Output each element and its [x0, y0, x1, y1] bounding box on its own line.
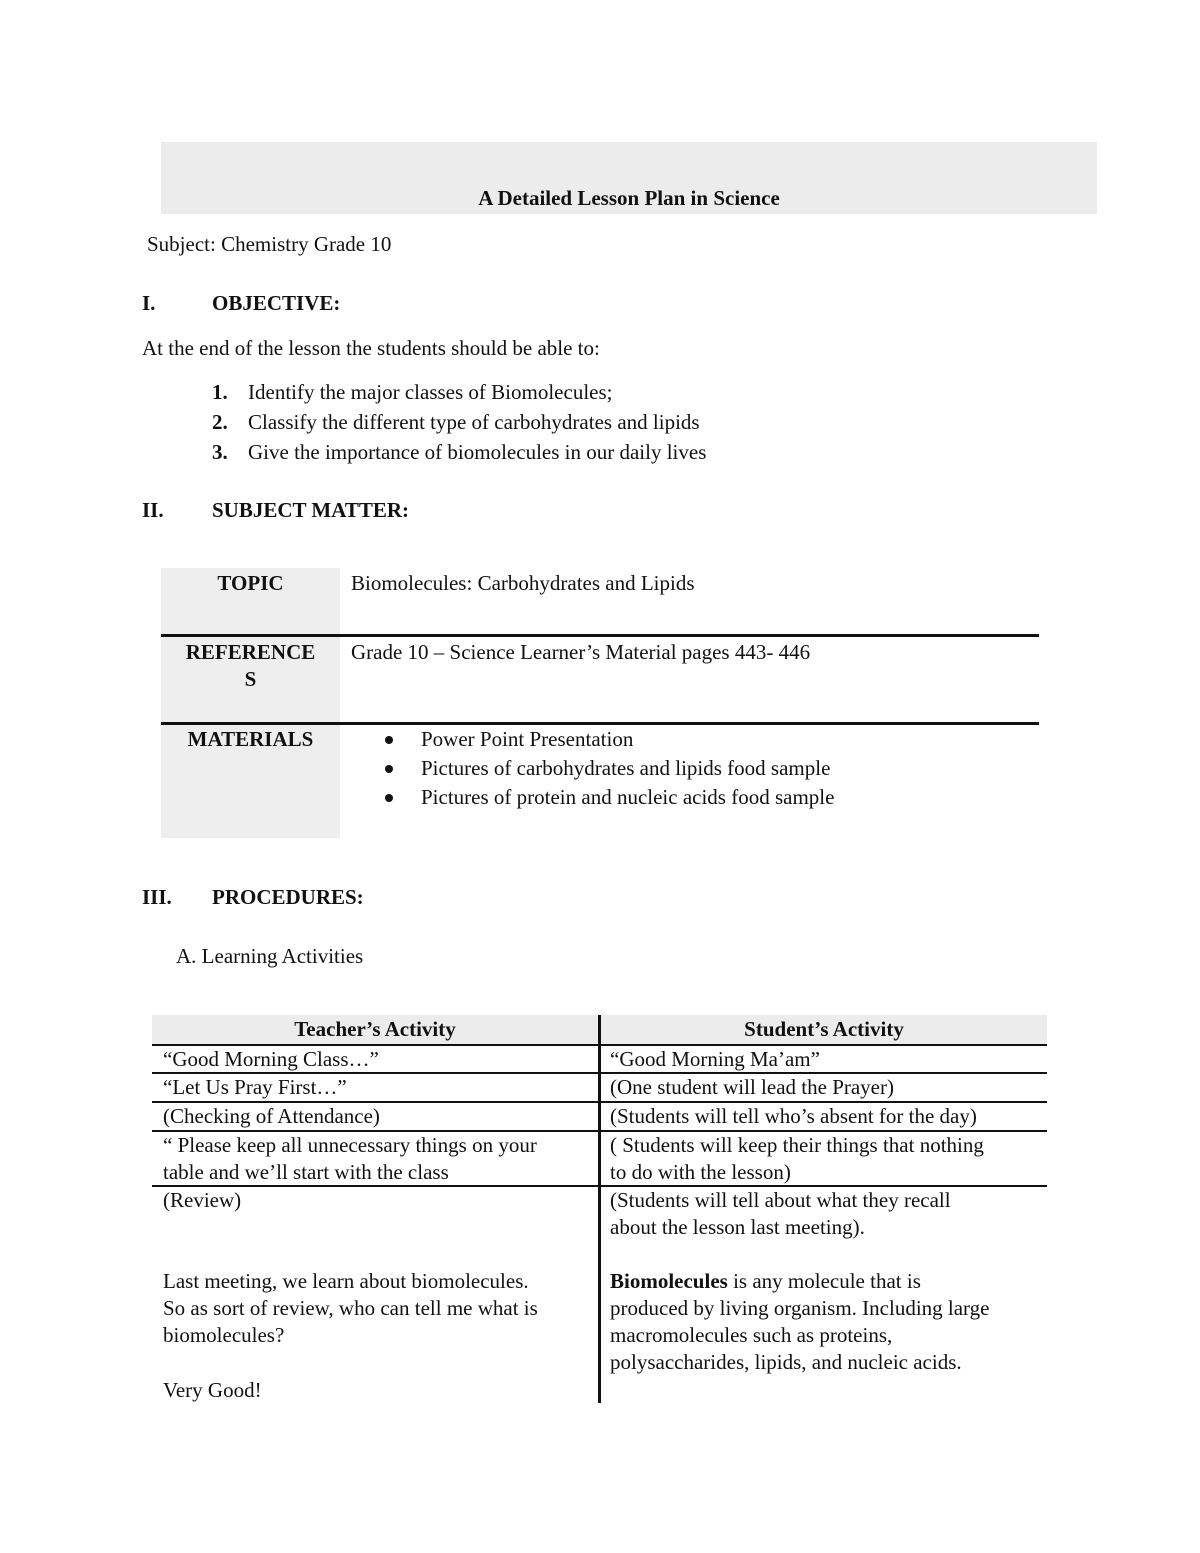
student-answer-line: produced by living organism. Including large [610, 1296, 990, 1320]
objective-item [212, 380, 613, 405]
materials-item: Pictures of protein and nucleic acids food sample [381, 783, 834, 812]
student-answer-line: polysaccharides, lipids, and nucleic acids. [610, 1350, 962, 1374]
student-cell-line: to do with the lesson) [610, 1160, 791, 1184]
objective-item [212, 410, 700, 435]
section-number-procedures: III. [142, 885, 172, 909]
topic-label: TOPIC [217, 571, 284, 595]
teacher-activity-header: Teacher’s Activity [294, 1017, 456, 1041]
student-answer [610, 1268, 990, 1376]
student-cell: (One student will lead the Prayer) [610, 1075, 894, 1099]
teacher-cell-line: “ Please keep all unnecessary things on your [163, 1133, 537, 1157]
answer-text: is any molecule that is [727, 1269, 921, 1293]
topic-value: Biomolecules: Carbohydrates and Lipids [351, 571, 695, 595]
review-label: (Review) [163, 1188, 242, 1212]
student-answer-line [610, 1268, 990, 1295]
student-cell-line: (Students will tell about what they recall [610, 1188, 951, 1212]
teacher-praise: Very Good! [163, 1378, 262, 1402]
teacher-review-cell [163, 1187, 241, 1214]
section-title-subject-matter: SUBJECT MATTER: [212, 498, 410, 522]
student-activity-header: Student’s Activity [744, 1017, 904, 1041]
teacher-cell: “Good Morning Class…” [163, 1047, 379, 1071]
teacher-cell-line: So as sort of review, who can tell me what is [163, 1296, 538, 1320]
materials-list [381, 725, 834, 812]
objective-item-number: 2. [212, 410, 228, 434]
label-column [161, 568, 340, 838]
section-number-objective: I. [142, 291, 156, 315]
materials-item: Power Point Presentation [381, 725, 834, 754]
teacher-cell-line: table and we’ll start with the class [163, 1160, 449, 1184]
materials-label: MATERIALS [187, 727, 314, 751]
student-cell: “Good Morning Ma’am” [610, 1047, 820, 1071]
subject-matter-table [161, 568, 1039, 838]
section-number-subject-matter: II. [142, 498, 164, 522]
objective-intro: At the end of the lesson the students should be able to: [142, 336, 600, 360]
teacher-review-question [163, 1268, 538, 1349]
objective-item-number: 3. [212, 440, 228, 464]
section-title-procedures: PROCEDURES: [212, 885, 364, 909]
references-value: Grade 10 – Science Learner’s Material pages 443- 446 [351, 640, 811, 664]
teacher-cell: “Let Us Pray First…” [163, 1075, 347, 1099]
student-cell-line: ( Students will keep their things that nothing [610, 1133, 984, 1157]
references-label-line: S [244, 667, 257, 691]
student-cell-line: about the lesson last meeting). [610, 1215, 865, 1239]
objective-item-text: Classify the different type of carbohydrates and lipids [248, 410, 700, 434]
teacher-cell-line: Last meeting, we learn about biomolecules. [163, 1269, 529, 1293]
materials-item: Pictures of carbohydrates and lipids food sample [381, 754, 834, 783]
references-label [161, 639, 340, 693]
section-title-objective: OBJECTIVE: [212, 291, 341, 315]
procedures-subheading: A. Learning Activities [176, 944, 364, 968]
student-answer-line: macromolecules such as proteins, [610, 1323, 893, 1347]
objective-item-text: Give the importance of biomolecules in our daily lives [248, 440, 707, 464]
subject-line: Subject: Chemistry Grade 10 [147, 232, 392, 256]
row-divider [161, 634, 1039, 637]
teacher-cell-line: biomolecules? [163, 1323, 285, 1347]
objective-item-number: 1. [212, 380, 228, 404]
references-label-line: REFERENCE [185, 640, 316, 664]
objective-item-text: Identify the major classes of Biomolecules; [248, 380, 613, 404]
teacher-cell [163, 1132, 537, 1186]
document-title: A Detailed Lesson Plan in Science [478, 186, 780, 210]
teacher-cell: (Checking of Attendance) [163, 1104, 380, 1128]
objective-item [212, 440, 706, 465]
answer-term: Biomolecules [610, 1269, 728, 1293]
student-review-cell [610, 1187, 951, 1241]
student-cell [610, 1132, 984, 1186]
student-cell: (Students will tell who’s absent for the day) [610, 1104, 977, 1128]
